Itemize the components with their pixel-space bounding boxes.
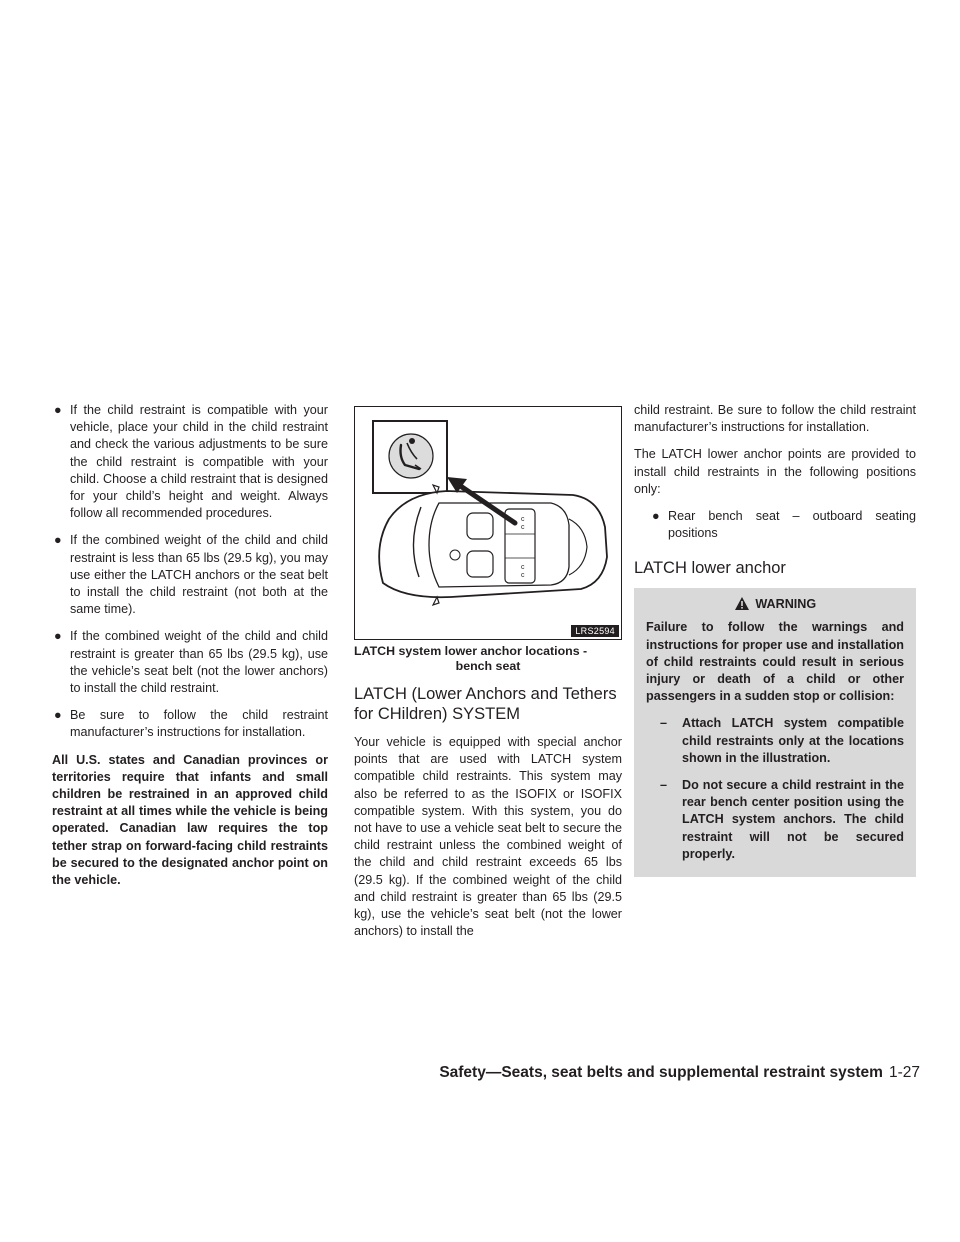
bullet-text: Be sure to follow the child restraint manufacturer’s instructions for installation. <box>70 708 328 740</box>
heading-line-2: for CHildren) SYSTEM <box>354 705 520 723</box>
heading-line-1: LATCH (Lower Anchors and Tethers <box>354 685 617 703</box>
warning-item-text: Attach LATCH system compatible child restraints only at the locations shown in the illustration. <box>682 716 904 765</box>
bullet-glyph: ● <box>652 509 660 524</box>
svg-text:c: c <box>521 516 525 523</box>
warning-box <box>634 588 916 877</box>
left-column <box>52 402 328 889</box>
child-seat-anchor-icon <box>389 434 433 478</box>
bullet-glyph: ● <box>54 708 62 723</box>
bullet-text: If the combined weight of the child and child restraint is greater than 65 lbs (29.5 kg), use the vehicle’s seat belt (not the lower anchors) to install the child restraint. <box>70 629 328 696</box>
footer-section-title: Safety—Seats, seat belts and supplemental restraint system <box>439 1064 883 1081</box>
figure-code: LRS2594 <box>571 625 619 637</box>
bullet-item <box>52 707 328 741</box>
bullet-glyph: ● <box>54 403 62 417</box>
dash-glyph: – <box>660 778 668 793</box>
bullet-item <box>52 532 328 618</box>
bullet-item <box>650 508 916 542</box>
warning-text: Failure to follow the warnings and instructions for proper use and installation of child restraints could result in serious injury or death of a child or other passengers in a sudden stop or collision: <box>646 620 904 704</box>
latch-lower-anchor-heading: LATCH lower anchor <box>634 559 786 578</box>
middle-column <box>354 402 622 950</box>
caption-line-1: LATCH system lower anchor locations - <box>354 644 588 658</box>
bullet-item <box>52 402 328 522</box>
page-number: 1-27 <box>888 1064 920 1081</box>
right-column <box>634 402 916 877</box>
warning-title <box>646 596 904 611</box>
figure-caption <box>354 644 622 674</box>
bullet-item <box>52 628 328 697</box>
warning-item <box>646 777 904 863</box>
latch-system-paragraph: Your vehicle is equipped with special anchor points that are used with LATCH system compatible child restraints. This system may also be referred to as the ISOFIX or ISOFIX compatible system. With this system, you do not have to use a vehicle seat belt to secure the child restraint unless the combined weight of the child and child restraint exceeds 65 lbs (29.5 kg). If the combined weight of the child and child restraint is greater than 65 lbs (29.5 kg), use the vehicle’s seat belt (not the lower anchors) to install the <box>354 735 622 939</box>
svg-text:c: c <box>521 564 525 571</box>
vehicle-top-view-illustration <box>355 407 621 639</box>
bullet-text: If the combined weight of the child and child restraint is less than 65 lbs (29.5 kg), you may use either the LATCH anchors or the seat belt to install the child restraint (not both at the same time). <box>70 533 328 617</box>
dash-glyph: – <box>660 716 668 731</box>
caption-line-2: bench seat <box>455 659 521 673</box>
svg-text:c: c <box>521 524 525 531</box>
continued-paragraph: child restraint. Be sure to follow the child restraint manufacturer’s instructions for installation. <box>634 403 916 435</box>
bullet-text: If the child restraint is compatible with your vehicle, place your child in the child restraint and check the various adjustments to be sure the child restraint is compatible with your child. Choose a child restraint that is designed for your child’s height and weight. Always follow all recommended procedures. <box>70 403 328 521</box>
anchor-points-paragraph: The LATCH lower anchor points are provided to install child restraints in the following positions only: <box>634 447 916 496</box>
bullet-glyph: ● <box>54 629 62 644</box>
warning-triangle-icon <box>734 596 750 611</box>
warning-item <box>646 715 904 767</box>
bullet-glyph: ● <box>54 533 62 548</box>
legal-requirement-paragraph: All U.S. states and Canadian provinces or territories require that infants and small children be restrained in an approved child restraint at all times while the vehicle is being operated. Canadian law requires the top tether strap on forward-facing child restraints be secured to the designated anchor point on the vehicle. <box>52 752 328 888</box>
svg-text:c: c <box>521 572 525 579</box>
warning-item-text: Do not secure a child restraint in the rear bench center position using the LATCH system anchors. The child restraint will not be secured properly. <box>682 778 904 861</box>
latch-anchor-figure <box>354 406 622 640</box>
page-footer <box>402 1064 920 1082</box>
bullet-text: Rear bench seat – outboard seating positions <box>668 509 916 541</box>
latch-system-heading <box>354 684 622 724</box>
warning-label: WARNING <box>755 597 817 612</box>
